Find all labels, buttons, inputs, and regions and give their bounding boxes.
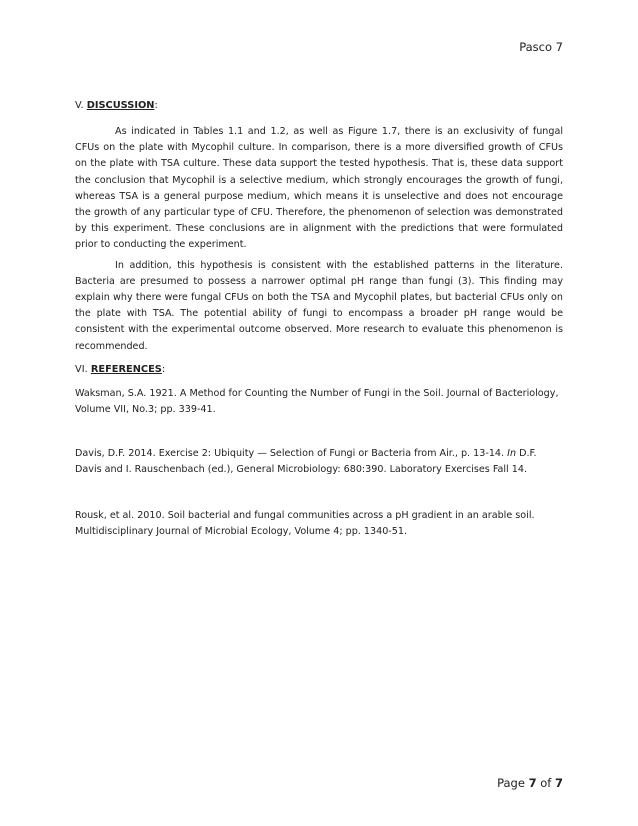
discussion-paragraph: As indicated in Tables 1.1 and 1.2, as well as Figure 1.7, there is an exclusivity of fungal CFUs on the plate with Mycophil culture. In comparison, there is a more diversified growth of CFUs on the plate with TSA culture. These data support the tested hypothesis. That is, these data support the conclusion that Mycophil is a selective medium, which strongly encourages the growth of fungi, whereas TSA is a general purpose medium, which means it is unselective and does not encourage the growth of any particular type of CFU. Therefore, the phenomenon of selection was demonstrated by this experiment. These conclusions are in alignment with the predictions that were formulated prior to conducting the experiment. xyxy=(75,126,563,251)
reference-text-part: Davis, D.F. 2014. Exercise 2: Ubiquity — Selection of Fungi or Bacteria from Air., p. 13-14. xyxy=(75,448,508,459)
discussion-paragraph: In addition, this hypothesis is consistent with the established patterns in the literature. Bacteria are presumed to possess a narrower optimal pH range than fungi (3). This finding may explain why there were fungal CFUs on both the TSA and Mycophil plates, but bacterial CFUs only on the plate with TSA. The potential ability of fungi to encompass a broader pH range would be consistent with the experimental outcome observed. More research to evaluate this phenomenon is recommended. xyxy=(75,259,563,352)
discussion-colon: : xyxy=(154,100,158,111)
references-colon: : xyxy=(161,364,166,375)
page-total: 7 xyxy=(554,776,563,790)
discussion-body xyxy=(75,124,563,355)
page-current: 7 xyxy=(528,776,537,790)
discussion-section xyxy=(75,98,563,114)
page-number xyxy=(497,776,563,790)
references-heading xyxy=(75,362,563,378)
discussion-heading xyxy=(75,98,563,114)
discussion-title: DISCUSSION xyxy=(86,100,155,111)
reference-item xyxy=(75,446,563,478)
reference-text-part: D.F. Davis and I. Rauschenbach (ed.), General Microbiology: 680:390. Laboratory Exercises Fall 14. xyxy=(75,448,537,476)
reference-text: Rousk, et al. 2010. Soil bacterial and fungal communities across a pH gradient in an arable soil. Multidisciplinary Journal of Microbial Ecology, Volume 4; pp. 1340-51. xyxy=(75,510,535,538)
references-section xyxy=(75,362,563,378)
reference-item xyxy=(75,386,563,418)
reference-italic: In xyxy=(507,448,517,459)
page-of: of xyxy=(540,776,552,790)
reference-text: Waksman, S.A. 1921. A Method for Counting the Number of Fungi in the Soil. Journal of Bacteriology, Volume VII, No.3; pp. 339-41. xyxy=(75,388,559,416)
running-head: Pasco 7 xyxy=(519,40,563,54)
page-word: Page xyxy=(497,776,525,790)
references-number: VI. xyxy=(75,364,88,375)
reference-item xyxy=(75,508,563,540)
reference-text xyxy=(75,446,563,478)
references-title: REFERENCES xyxy=(90,364,162,375)
discussion-number: V. xyxy=(75,100,84,111)
